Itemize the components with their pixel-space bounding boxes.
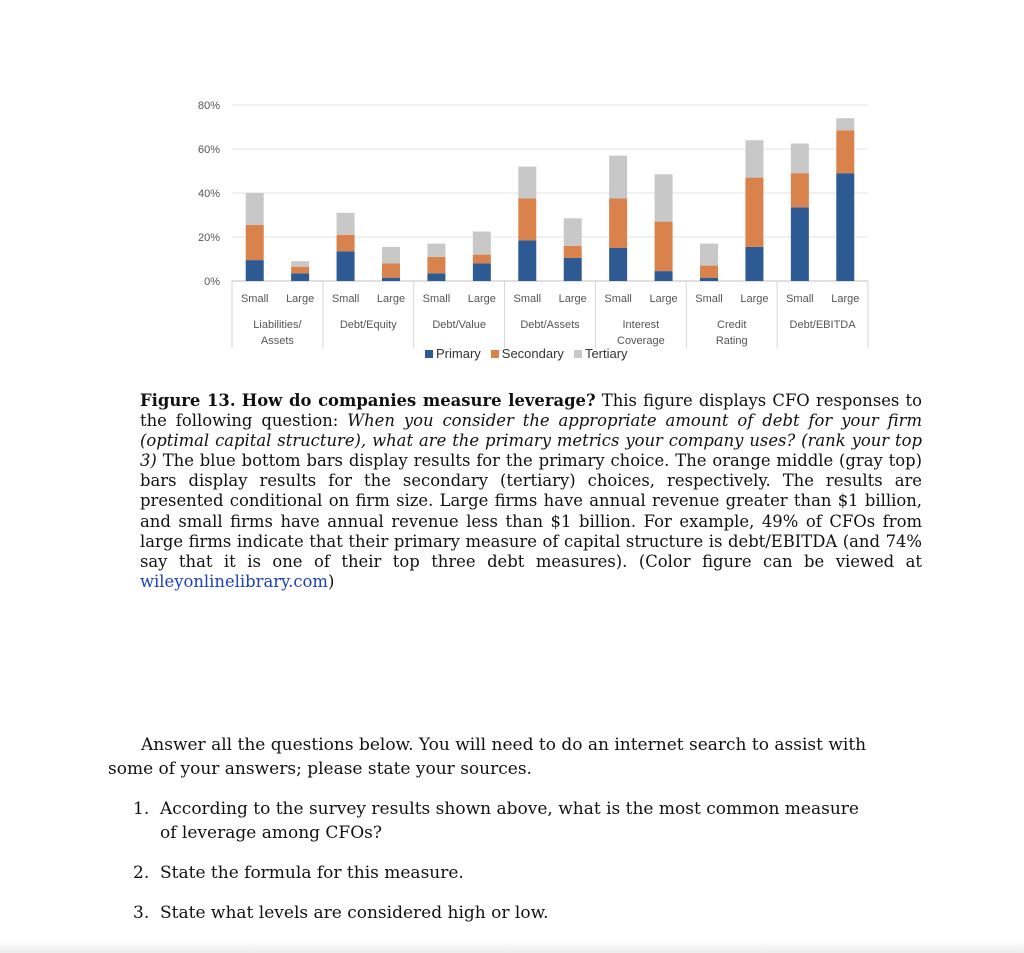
bar-primary — [791, 207, 809, 281]
legend-primary-label: Primary — [436, 346, 481, 361]
bar-primary — [518, 240, 536, 281]
bar-secondary — [518, 199, 536, 241]
caption-text-2: The blue bottom bars display results for the primary choice. The orange middle (gray top) bars display results for the secondary (tertiary) choices, respectively. The results are presented conditional on firm size. Large firms have annual revenue greater than $1 billion, and small firms have annual revenue less than $1 billion. For example, 49% of CFOs from large firms indicate that their primary measure of capital structure is debt/EBITDA (and 74% say that it is one of their top three debt measures). (Color figure can be viewed at — [140, 451, 922, 571]
bar-primary — [745, 247, 763, 281]
bar-primary — [609, 248, 627, 281]
bar-secondary — [291, 267, 309, 274]
bar-secondary — [246, 225, 264, 260]
bar-primary — [655, 271, 673, 281]
x-tick-label: Small — [422, 293, 451, 305]
bar-tertiary — [246, 193, 264, 225]
wiley-link[interactable]: wileyonlinelibrary.com — [140, 571, 328, 591]
question-number: 1. — [133, 799, 150, 819]
legend-secondary-swatch — [491, 350, 499, 358]
y-tick-label: 20% — [197, 232, 220, 244]
question-list — [108, 797, 868, 925]
question-text: According to the survey results shown above, what is the most common measure of leverage among CFOs? — [160, 799, 859, 843]
legend-tertiary — [574, 346, 628, 361]
page-bottom-shadow — [0, 941, 1024, 953]
caption-close: ) — [327, 571, 335, 591]
question-number: 3. — [133, 903, 150, 923]
question-text: State the formula for this measure. — [160, 863, 464, 883]
x-tick-label: Large — [467, 293, 496, 305]
question-item — [108, 901, 868, 925]
questions-intro: Answer all the questions below. You will need to do an internet search to assist with some of your answers; please state your sources. — [108, 735, 867, 779]
x-tick-label: Large — [558, 293, 587, 305]
bar-secondary — [745, 178, 763, 247]
x-tick-label: Large — [740, 293, 769, 305]
group-label: Assets — [260, 335, 294, 347]
bar-secondary — [791, 173, 809, 207]
bar-tertiary — [609, 156, 627, 199]
group-label: Coverage — [617, 335, 665, 347]
bar-tertiary — [382, 247, 400, 264]
group-label: Debt/Assets — [520, 319, 580, 331]
x-tick-label: Large — [286, 293, 315, 305]
stacked-bar-chart — [0, 0, 1024, 350]
question-text: State what levels are considered high or low. — [160, 903, 549, 923]
x-tick-label: Small — [695, 293, 723, 305]
bar-primary — [382, 278, 400, 281]
chart-legend — [425, 346, 628, 361]
group-label: Debt/EBITDA — [789, 319, 856, 331]
bar-tertiary — [337, 213, 355, 235]
bar-primary — [246, 260, 264, 281]
group-label: Interest — [622, 319, 660, 331]
bar-primary — [473, 263, 491, 281]
bar-primary — [337, 251, 355, 281]
figure-caption — [140, 391, 922, 592]
bar-primary — [291, 273, 309, 281]
bar-secondary — [382, 263, 400, 277]
questions-section — [108, 733, 868, 941]
bar-tertiary — [836, 118, 854, 130]
legend-tertiary-label: Tertiary — [584, 346, 628, 361]
x-tick-label: Small — [513, 293, 542, 305]
bar-tertiary — [564, 218, 582, 246]
x-tick-label: Small — [240, 293, 269, 305]
legend-secondary-label: Secondary — [501, 346, 564, 361]
bar-primary — [836, 173, 854, 281]
x-tick-label: Large — [376, 293, 406, 305]
bar-secondary — [609, 199, 627, 249]
bar-primary — [427, 273, 445, 281]
bar-tertiary — [655, 174, 673, 221]
legend-primary — [425, 346, 481, 361]
x-tick-label: Large — [649, 293, 678, 305]
bar-tertiary — [791, 144, 809, 174]
x-tick-label: Small — [604, 293, 632, 305]
figure-label: Figure 13. — [140, 391, 236, 410]
legend-secondary — [491, 346, 564, 361]
group-label: Debt/Equity — [339, 319, 397, 331]
bar-tertiary — [291, 261, 309, 267]
y-tick-label: 0% — [204, 276, 220, 288]
bar-primary — [700, 278, 718, 281]
group-label: Liabilities/ — [253, 319, 302, 331]
bar-secondary — [655, 222, 673, 272]
question-item — [108, 861, 868, 885]
y-tick-label: 40% — [197, 188, 220, 200]
bar-secondary — [337, 235, 355, 252]
bar-secondary — [473, 255, 491, 264]
legend-primary-swatch — [425, 350, 433, 358]
y-tick-label: 60% — [197, 144, 220, 156]
figure-heading: How do companies measure leverage? — [241, 391, 596, 410]
caption-text-1: This figure displays CFO responses to the following question: — [140, 391, 923, 431]
x-tick-label: Small — [786, 293, 814, 305]
question-item — [108, 797, 868, 845]
group-label: Credit — [717, 319, 747, 331]
bar-tertiary — [473, 232, 491, 255]
question-number: 2. — [133, 863, 150, 883]
x-tick-label: Large — [831, 293, 860, 305]
bar-secondary — [427, 257, 445, 274]
bar-primary — [564, 258, 582, 281]
group-label: Rating — [715, 335, 748, 347]
bar-secondary — [700, 266, 718, 278]
y-tick-label: 80% — [197, 100, 220, 112]
group-label: Debt/Value — [432, 319, 486, 331]
bar-tertiary — [427, 244, 445, 257]
bar-secondary — [836, 130, 854, 173]
caption-question: When you consider the appropriate amount of debt for your firm (optimal capital structure), what are the primary metrics your company uses? (rank your top 3) — [140, 411, 922, 471]
bar-secondary — [564, 246, 582, 258]
bar-tertiary — [700, 244, 718, 266]
legend-tertiary-swatch — [574, 350, 582, 358]
bar-tertiary — [518, 167, 536, 199]
bar-tertiary — [745, 140, 763, 177]
x-tick-label: Small — [331, 293, 360, 305]
